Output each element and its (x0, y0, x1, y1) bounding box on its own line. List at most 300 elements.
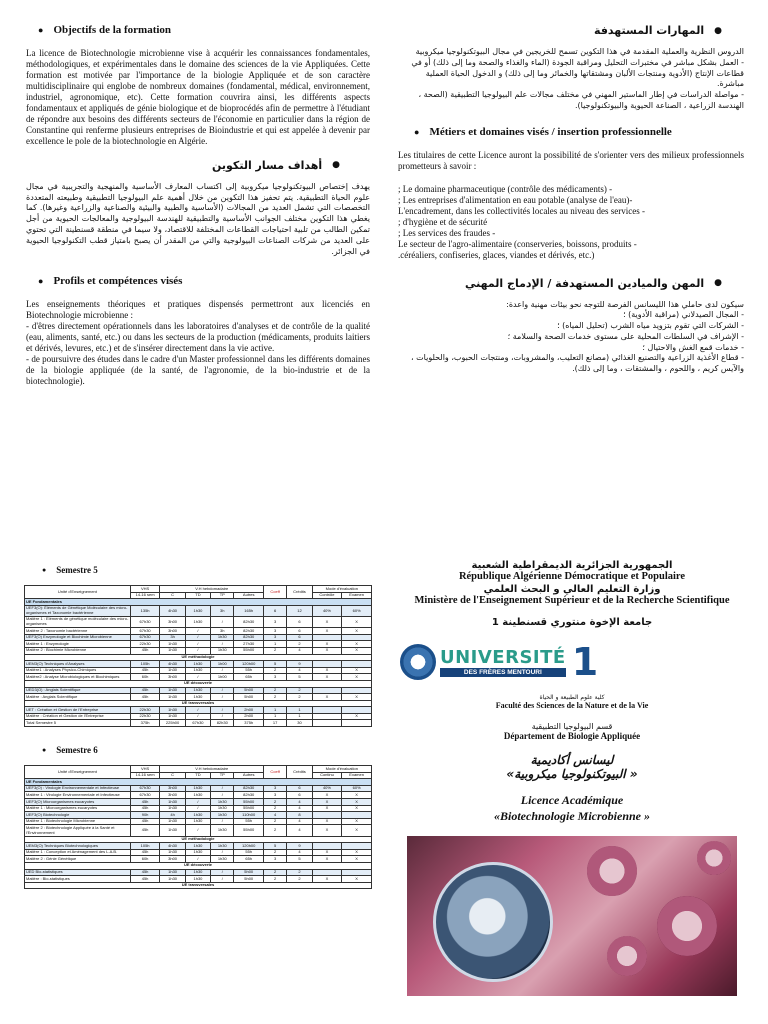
table-row (25, 707, 372, 714)
table-cell: 1h30 (160, 713, 185, 720)
table-cell: 40% (312, 605, 342, 616)
semester5-table (24, 585, 372, 727)
col-header: 14-16 sem (130, 772, 160, 779)
unit-name-cell: Matière 1 : Virologie Environnementale et Infectieuse (25, 792, 131, 799)
table-cell: 40% (312, 785, 342, 792)
table-cell: 82h30 (234, 628, 264, 635)
table-row (25, 836, 372, 843)
section-label: UE Fondamentales (25, 599, 372, 606)
ar-skills-line: الدروس النظرية والعملية المقدمة في هذا التكوين تسمح للخريجين في مجال البيوتكنولوجيا ميكروبية (415, 47, 744, 56)
semester6-table (24, 765, 372, 889)
bullet-icon: ● (332, 160, 340, 171)
table-cell: 1 (264, 713, 287, 720)
col-header: Coeff (264, 586, 287, 599)
table-cell: X (312, 694, 342, 701)
fr-title: «Biotechnologie Microbienne » (494, 808, 650, 823)
table-cell: 45h (130, 799, 160, 806)
table-cell (312, 661, 342, 668)
table-row (25, 862, 372, 869)
table-cell: 60h (130, 674, 160, 681)
table-cell: 1h00 (211, 674, 234, 681)
table-cell: 4 (287, 799, 312, 806)
table-cell: 3 (264, 628, 287, 635)
virus-illustration (657, 896, 717, 956)
table-cell: 135h (130, 605, 160, 616)
table-cell: 5h00 (234, 869, 264, 876)
profils-list (26, 299, 370, 387)
table-cell: 375h (234, 720, 264, 727)
table-cell: 1h30 (185, 869, 210, 876)
table-cell: 82h30 (234, 634, 264, 641)
table-cell: 1h30 (160, 799, 185, 806)
table-cell: / (185, 634, 210, 641)
table-cell: / (185, 707, 210, 714)
table-cell: 1h30 (185, 605, 210, 616)
table-cell: / (211, 667, 234, 674)
table-cell: 3h00 (160, 856, 185, 863)
unit-name-cell: UET : Création et Gestion de l'Entreprise (25, 707, 131, 714)
table-cell (342, 869, 372, 876)
col-header: Examen (342, 592, 372, 599)
col-header: TD (185, 772, 210, 779)
table-cell: 1h30 (160, 818, 185, 825)
table-row (25, 818, 372, 825)
table-cell: 4h30 (160, 605, 185, 616)
table-row (25, 694, 372, 701)
table-cell: 4 (287, 667, 312, 674)
table-cell: 1h30 (185, 667, 210, 674)
col-header: 14-16 sem (130, 592, 160, 599)
semester6-heading: ● Semestre 6 (42, 745, 98, 756)
metiers-line: ; Les services des fraudes - (398, 227, 496, 238)
bullet-icon: ● (38, 276, 44, 287)
table-cell: 120h00 (234, 661, 264, 668)
section-label: UE découverte (25, 680, 372, 687)
table-cell: 1h30 (185, 661, 210, 668)
table-cell: 82h30 (234, 785, 264, 792)
table-cell: X (342, 792, 372, 799)
table-cell: 2 (264, 869, 287, 876)
unit-name-cell: Matière 2 : Biotechnologie Appliquée à la Santé et l'Environnement (25, 825, 131, 836)
ar-university: جامعة الإخوة منتوري قسنطينة 1 (491, 617, 653, 629)
table-cell: 2h00 (234, 713, 264, 720)
table-cell: 2 (264, 799, 287, 806)
table-row (25, 779, 372, 786)
ar-jobs-line: - قطاع الأغذية الزراعية والتصنيع الغذائي (مصانع التعليب، والمشروبات، ومنتجات الحبوب، والحلويات ، والآيس كريم ، واللحوم ، والمشتقات ، وما إلى ذلك). (411, 353, 744, 374)
table-cell: / (211, 785, 234, 792)
table-row (25, 849, 372, 856)
metiers-line: L'encadrement, dans les collectivités locales au niveau des services - (398, 205, 646, 216)
unit-name-cell: Matière 1 : Biotechnologie Microbienne (25, 818, 131, 825)
table-cell: X (312, 674, 342, 681)
table-cell: 45h (130, 687, 160, 694)
table-cell: 45h (130, 869, 160, 876)
table-cell: 3 (264, 634, 287, 641)
table-cell: / (211, 641, 234, 648)
table-cell: 1h30 (160, 694, 185, 701)
col-header: V.H hebdomadaire (160, 766, 264, 773)
unit-name-cell: Matière2 : Analyse Microbiologiques et Biochimiques (25, 674, 131, 681)
table-cell: 1h30 (160, 707, 185, 714)
profils-heading: ● Profils et compétences visés (38, 275, 183, 288)
table-cell: 1 (264, 641, 287, 648)
table-row (25, 628, 372, 635)
table-cell: / (185, 805, 210, 812)
unit-name-cell: Matière 1 : Conception et Aménagement des L.A.B. (25, 849, 131, 856)
table-cell: 4h30 (160, 843, 185, 850)
table-row (25, 713, 372, 720)
table-cell: 2 (264, 818, 287, 825)
table-cell: 3 (264, 856, 287, 863)
table-cell: 3h (211, 605, 234, 616)
table-cell: 1h30 (160, 647, 185, 654)
profils-line: - d'êtres directement opérationnels dans les laboratoires d'analyses et de contrôle de la qualité (eau, aliments, santé, etc.) ou dans les secteurs de la production (médicaments, produits laitiers et dérivés, levures, etc.) et de s'insérer directement dans la vie active. (26, 321, 370, 354)
table-cell: X (312, 799, 342, 806)
unit-name-cell: UEF3(O) Enzymologie et Biochimie Microbienne (25, 634, 131, 641)
ar-jobs-line: سيكون لدى حاملي هذا الليسانس الفرصة للتوجه نحو بيئات مهنية واعدة: (506, 299, 744, 309)
table-cell: 8 (287, 812, 312, 819)
left-top-column (26, 24, 370, 399)
table-cell (342, 707, 372, 714)
table-cell: / (211, 792, 234, 799)
table-row (25, 634, 372, 641)
table-cell: 1h30 (185, 876, 210, 883)
unit-name-cell: UEF3(O): Éléments de Génétique Moléculaire des micro-organismes et Taxonomie bactérienne (25, 605, 131, 616)
virus-illustration (587, 846, 637, 896)
col-header: TD (185, 592, 210, 599)
table-cell: 3h00 (160, 785, 185, 792)
table-cell: 67h30 (130, 785, 160, 792)
unit-name-cell: UEF3(O) Biotechnologie (25, 812, 131, 819)
table-cell: X (312, 616, 342, 627)
col-header: Contrôle (312, 592, 342, 599)
table-cell: 67h30 (130, 792, 160, 799)
table-row (25, 869, 372, 876)
ar-jobs-line: - الإشراف في السلطات المحلية على مستوى خدمات الصحة والسلامة ؛ (507, 331, 744, 341)
col-header: VHS (130, 586, 160, 593)
table-cell: 90h (130, 812, 160, 819)
table-cell: 17 (264, 720, 287, 727)
table-cell: / (185, 674, 210, 681)
table-cell: 1h30 (211, 647, 234, 654)
table-cell: 82h30 (234, 792, 264, 799)
table-cell: X (342, 667, 372, 674)
table-row (25, 876, 372, 883)
unit-name-cell: Matière 1 : Enzymologie (25, 641, 131, 648)
objectifs-text: La licence de Biotechnologie microbienne vise à acquérir les connaissances fondamentales, méthodologiques, et expérimentales dans le domaine des sciences de la vie Appliquées. Cette formation est motivée par l'importance de la biologie Appliquée et de son caractère multidisciplinaire qui englobe de nombreux domaines (fondamental, médical, environnement, industriel, agronomique, etc). Cette formation couvrira ainsi, les différents aspects fondamentaux et appliqués de génie biologique et de bioprocédés afin de permettre à l'étudiant de répondre aux besoins des différents secteurs de l'économie en particulier dans la région de Constantine qui renferme plusieurs entreprises de Bioindustrie et qui est appelée à devenir par excellence le pole de la biotechnologie en Algérie. (26, 48, 370, 146)
table-cell: 1h30 (185, 818, 210, 825)
unit-name-cell: UEM3(O) Techniques Biotechnologiques (25, 843, 131, 850)
table-cell: 4h (160, 812, 185, 819)
table-cell: X (312, 628, 342, 635)
table-cell (312, 707, 342, 714)
table-cell: X (312, 818, 342, 825)
ar-faculty: كلية علوم الطبيعة و الحياة (539, 694, 605, 702)
table-cell: X (312, 805, 342, 812)
table-cell: 1h30 (160, 805, 185, 812)
table-cell: 1h30 (211, 799, 234, 806)
bullet-icon: ● (42, 746, 47, 755)
table-cell: X (342, 713, 372, 720)
col-header: Autres (234, 592, 264, 599)
table-row (25, 856, 372, 863)
table-cell: 3h (211, 628, 234, 635)
unit-name-cell: Matière : Anglais Scientifique (25, 694, 131, 701)
table-cell (342, 720, 372, 727)
table-cell: 45h (130, 805, 160, 812)
bullet-icon: ● (714, 278, 722, 288)
table-cell: 60% (342, 785, 372, 792)
table-cell: / (211, 713, 234, 720)
section-label: UE transversales (25, 882, 372, 889)
section-label: UE transversales (25, 700, 372, 707)
col-header: Crédits (287, 586, 312, 599)
unit-name-cell: Matière : Création et Gestion de l'Entreprise (25, 713, 131, 720)
table-cell: 3 (264, 785, 287, 792)
metiers-heading: ● Métiers et domaines visés / insertion professionnelle (414, 125, 672, 138)
objectifs-heading: ● Objectifs de la formation (38, 24, 172, 36)
table-cell: X (342, 628, 372, 635)
table-cell: 1h30 (211, 825, 234, 836)
table-cell: 120h00 (234, 843, 264, 850)
col-header: Unité d'Enseignement (25, 766, 131, 779)
table-cell: 6 (287, 792, 312, 799)
table-cell: 3 (264, 792, 287, 799)
unit-name-cell: Total Semestre 5 (25, 720, 131, 727)
table-cell: 1h30 (160, 641, 185, 648)
table-cell: 6 (287, 616, 312, 627)
col-header: Unité d'Enseignement (25, 586, 131, 599)
table-cell: 2 (264, 876, 287, 883)
table-cell: 6 (287, 785, 312, 792)
table-cell: 110h00 (234, 812, 264, 819)
table-cell: 3 (264, 616, 287, 627)
table-cell: 55h (234, 667, 264, 674)
logo-number: 1 (571, 640, 599, 685)
metiers-intro: Les titulaires de cette Licence auront la possibilité de s'orienter vers des milieux professionnels prometteurs à savoir : (398, 149, 744, 171)
table-cell: 1h30 (211, 856, 234, 863)
col-header: Examen (342, 772, 372, 779)
virus-illustration (697, 841, 731, 875)
metiers-line: Le secteur de l'agro-alimentaire (conserveries, boissons, produits - (398, 238, 637, 249)
col-header: TP (211, 592, 234, 599)
table-cell: 1h30 (160, 869, 185, 876)
table-cell: X (342, 856, 372, 863)
table-row (25, 599, 372, 606)
table-cell: 1h30 (160, 825, 185, 836)
table-cell: / (211, 687, 234, 694)
table-cell: 2 (287, 687, 312, 694)
table-cell: X (342, 799, 372, 806)
table-cell: 55h00 (234, 805, 264, 812)
table-cell: X (342, 616, 372, 627)
section-label: UE découverte (25, 862, 372, 869)
table-cell: X (342, 647, 372, 654)
col-header: Autres (234, 772, 264, 779)
table-row (25, 674, 372, 681)
semester5-heading: ● Semestre 5 (42, 565, 98, 575)
table-cell: X (342, 674, 372, 681)
table-cell (342, 661, 372, 668)
table-cell: 22h30 (130, 707, 160, 714)
section-label: UE méthodologie (25, 836, 372, 843)
col-header: Crédits (287, 766, 312, 779)
table-row (25, 805, 372, 812)
table-cell: 22h30 (130, 641, 160, 648)
table-cell: 5h00 (234, 694, 264, 701)
table-cell: 65h (234, 856, 264, 863)
table-cell: 3h00 (160, 628, 185, 635)
unit-name-cell: Matière 2 : Taxonomie bactérienne (25, 628, 131, 635)
fr-licence: Licence Académique (520, 793, 624, 808)
table-cell: 1h30 (185, 812, 210, 819)
table-cell: 2 (264, 849, 287, 856)
table-cell: 105h (130, 843, 160, 850)
table-cell: 1h30 (211, 812, 234, 819)
table-cell: 1h30 (185, 785, 210, 792)
col-header: Continu (312, 772, 342, 779)
fr-faculty: Faculté des Sciences de la Nature et de la Vie (495, 701, 649, 711)
table-cell: X (342, 818, 372, 825)
ar-skills-heading: ● المهارات المستهدفة (594, 24, 722, 37)
table-cell: 45h (130, 849, 160, 856)
table-cell: 1h30 (160, 876, 185, 883)
table-cell: X (342, 641, 372, 648)
fr-ministry: Ministère de l'Enseignement Supérieur et de la Recherche Scientifique (414, 594, 730, 606)
table-cell: 1 (264, 707, 287, 714)
table-cell: 1h30 (185, 694, 210, 701)
ar-goals-heading: ● أهداف مسار التكوين (212, 158, 340, 172)
table-cell: 9 (287, 661, 312, 668)
table-row (25, 785, 372, 792)
table-row (25, 647, 372, 654)
table-cell: 2 (264, 687, 287, 694)
table-cell: 5 (264, 843, 287, 850)
table-cell: 4 (287, 825, 312, 836)
table-cell: 82h30 (211, 720, 234, 727)
bullet-icon: ● (42, 566, 47, 574)
table-cell: 1h30 (160, 667, 185, 674)
table-cell (342, 812, 372, 819)
table-cell (312, 812, 342, 819)
table-cell: / (211, 849, 234, 856)
table-cell: 1h30 (160, 849, 185, 856)
table-cell: / (185, 799, 210, 806)
unit-name-cell: Matière1 : Analyses Physico-Chimiques (25, 667, 131, 674)
table-cell (312, 720, 342, 727)
col-header: Mode d'évaluation (312, 586, 371, 593)
table-cell (312, 634, 342, 641)
table-cell: 2h00 (234, 707, 264, 714)
table-cell: X (312, 825, 342, 836)
table-cell: 5 (264, 661, 287, 668)
table-cell: X (312, 849, 342, 856)
table-cell: X (342, 694, 372, 701)
table-cell: 27h30 (234, 641, 264, 648)
col-header: C (160, 772, 185, 779)
table-cell: 3h00 (160, 792, 185, 799)
bullet-icon: ● (714, 25, 722, 36)
table-cell: 67h30 (130, 628, 160, 635)
table-cell: 60h (130, 856, 160, 863)
table-row (25, 616, 372, 627)
logo-subtitle: DES FRÈRES MENTOURI (440, 668, 566, 677)
table-cell: 1 (287, 707, 312, 714)
table-cell: 1h30 (211, 634, 234, 641)
table-cell: 1h30 (160, 687, 185, 694)
col-header: Mode d'évaluation (312, 766, 371, 773)
table-cell: 4 (287, 849, 312, 856)
table-cell: X (342, 825, 372, 836)
ar-skills-list (398, 47, 744, 112)
table-cell: 2 (264, 825, 287, 836)
table-row (25, 687, 372, 694)
table-cell: 1h30 (185, 843, 210, 850)
ar-jobs-heading: ● المهن والميادين المستهدفة / الإدماج المهني (465, 276, 722, 290)
profils-line: - de poursuivre des études dans le cadre d'un Master professionnel dans les différents domaines de la biologie appliquée (de la santé, de l'agronomie, de la bio-industrie et de la biotechnologie). (26, 354, 370, 387)
table-cell (312, 869, 342, 876)
table-row (25, 667, 372, 674)
table-cell: 55h00 (234, 647, 264, 654)
right-top-column (398, 24, 744, 375)
table-cell: 1 (287, 713, 312, 720)
fr-republic: République Algérienne Démocratique et Populaire (458, 571, 686, 582)
table-cell: 4 (287, 647, 312, 654)
table-cell: 22h30 (130, 713, 160, 720)
ar-jobs-line: - خدمات قمع الغش والاحتيال ؛ (642, 342, 744, 352)
table-cell: 45h (130, 647, 160, 654)
table-row (25, 812, 372, 819)
table-cell: 5h00 (234, 687, 264, 694)
table-cell: / (211, 818, 234, 825)
ar-jobs-line: - الشركات التي تقوم بتزويد مياه الشرب (تحليل المياه) ؛ (557, 321, 744, 331)
table-row (25, 882, 372, 889)
table-row (25, 654, 372, 661)
table-row (25, 792, 372, 799)
table-cell: / (185, 641, 210, 648)
unit-name-cell: Matière 2 : Génie Génétique (25, 856, 131, 863)
table-cell: 67h30 (130, 616, 160, 627)
bullet-icon: ● (38, 25, 44, 35)
table-cell: 9 (287, 843, 312, 850)
table-cell: 6 (264, 605, 287, 616)
metiers-list (398, 184, 744, 261)
logo-wordmark: UNIVERSITÉ (440, 647, 566, 669)
table-cell: 4 (287, 805, 312, 812)
table-cell: 45h (130, 694, 160, 701)
table-row (25, 605, 372, 616)
table-cell (312, 713, 342, 720)
table-cell: 2 (287, 869, 312, 876)
section-label: UE méthodologie (25, 654, 372, 661)
unit-name-cell: UED3(O) : Anglais Scientifique (25, 687, 131, 694)
metiers-line: ; Le domaine pharmaceutique (contrôle des médicaments) - (398, 183, 613, 194)
cover-photo (407, 836, 737, 996)
table-row (25, 843, 372, 850)
col-header: V.H hebdomadaire (160, 586, 264, 593)
table-cell: 2 (264, 647, 287, 654)
table-cell: 65h (234, 674, 264, 681)
table-cell: / (185, 628, 210, 635)
unit-name-cell: UEM3(O) Techniques d'Analyses (25, 661, 131, 668)
table-cell: / (185, 647, 210, 654)
table-cell: 6 (287, 634, 312, 641)
table-cell: 4 (287, 818, 312, 825)
col-header: VHS (130, 766, 160, 773)
table-cell: 5 (287, 674, 312, 681)
table-cell: 3 (264, 674, 287, 681)
col-header: TP (211, 772, 234, 779)
